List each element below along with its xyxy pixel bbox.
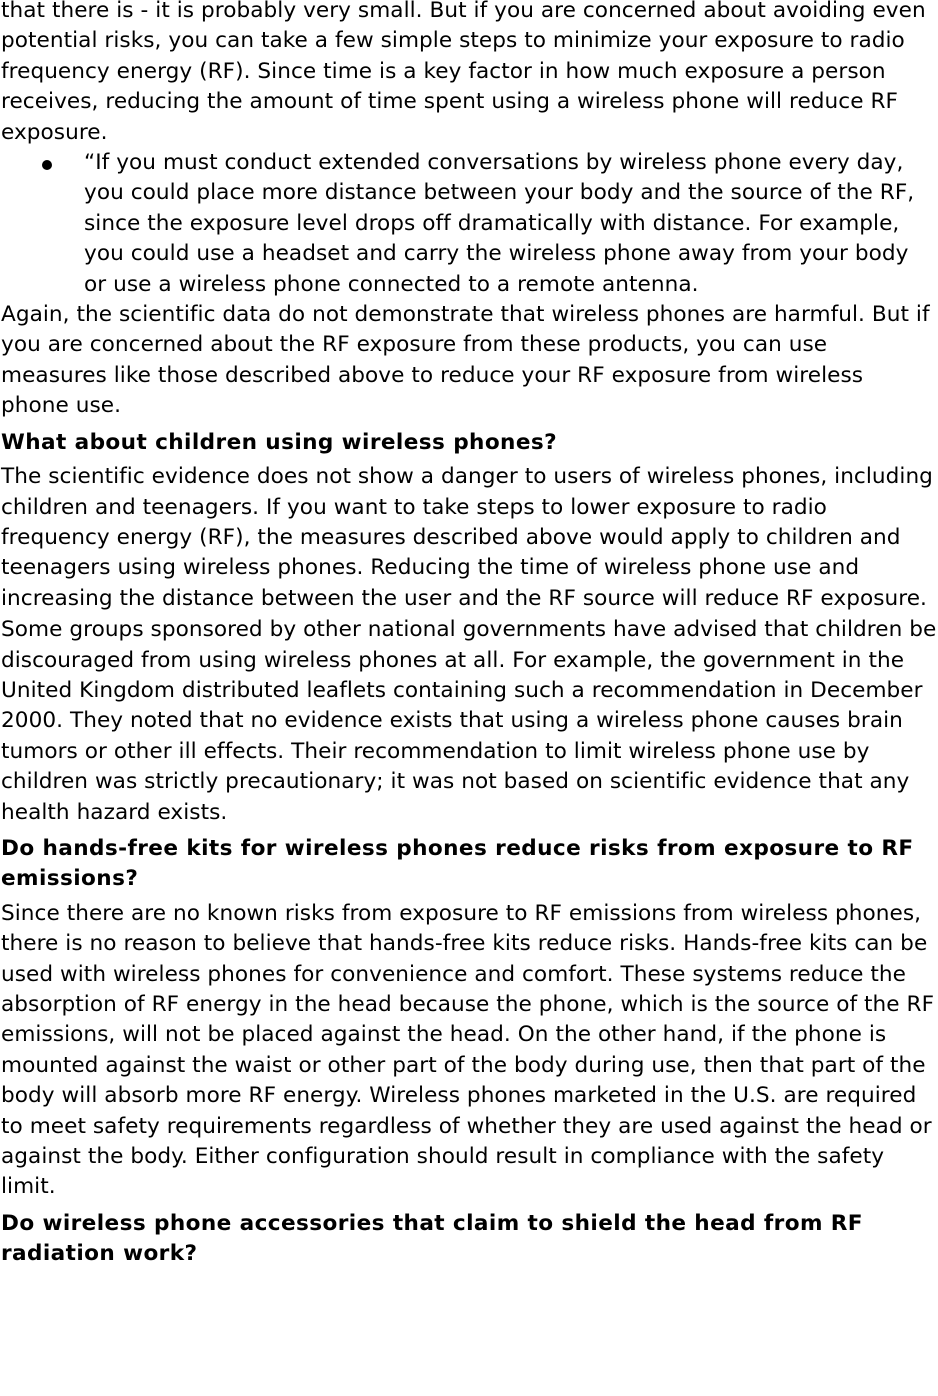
again-paragraph: Again, the scientific data do not demonstrate that wireless phones are harmful. But if you are concerned about the RF exposure from these products, you can use measures like those described above to reduce your RF exposure from wireless phone use. — [1, 302, 930, 419]
handsfree-paragraph: Since there are no known risks from exposure to RF emissions from wireless phones, there is no reason to believe that hands-free kits reduce risks. Hands-free kits can be used with wireless phones for convenience and comfort. These systems reduce the absorption of RF energy in the head because the phone, which is the source of the RF emissions, will not be placed against the head. On the other hand, if the phone is mounted against the waist or other part of the body during use, then that part of the body will absorb more RF energy. Wireless phones marketed in the U.S. are required to meet safety requirements regardless of whether they are used against the head or against the body. Either configuration should result in compliance with the safety limit. — [1, 900, 935, 1200]
intro-paragraph: that there is - it is probably very small. But if you are concerned about avoiding even potential risks, you can take a few simple steps to minimize your exposure to radio frequency energy (RF). Since time is a key factor in how much exposure a person receives, reducing the amount of time spent using a wireless phone will reduce RF exposure. — [1, 0, 926, 145]
bullet-dot-icon — [42, 160, 52, 170]
children-heading: What about children using wireless phones? — [1, 429, 558, 455]
accessories-heading: Do wireless phone accessories that claim to shield the head from RF radiation work? — [1, 1210, 863, 1267]
children-paragraph-1: The scientific evidence does not show a danger to users of wireless phones, including children and teenagers. If you want to take steps to lower exposure to radio frequency energy (RF), the measures described above would apply to children and teenagers using wireless phones. Reducing the time of wireless phone use and increasing the distance between the user and the RF source will reduce RF exposure. — [1, 464, 933, 611]
document-page — [1, 0, 937, 1270]
bullet-list-item — [1, 148, 937, 300]
handsfree-heading: Do hands-free kits for wireless phones reduce risks from exposure to RF emissions? — [1, 835, 914, 892]
children-paragraph-2: Some groups sponsored by other national governments have advised that children be discouraged from using wireless phones at all. For example, the government in the United Kingdom distributed leaflets containing such a recommendation in December 2000. They noted that no evidence exists that using a wireless phone causes brain tumors or other ill effects. Their recommendation to limit wireless phone use by children was strictly precautionary; it was not based on scientific evidence that any health hazard exists. — [1, 617, 937, 825]
bullet-text: “If you must conduct extended conversations by wireless phone every day, you could place more distance between your body and the source of the RF, since the exposure level drops off dramatically with distance. For example, you could use a headset and carry the wireless phone away from your body or use a wireless phone connected to a remote antenna. — [84, 150, 915, 297]
